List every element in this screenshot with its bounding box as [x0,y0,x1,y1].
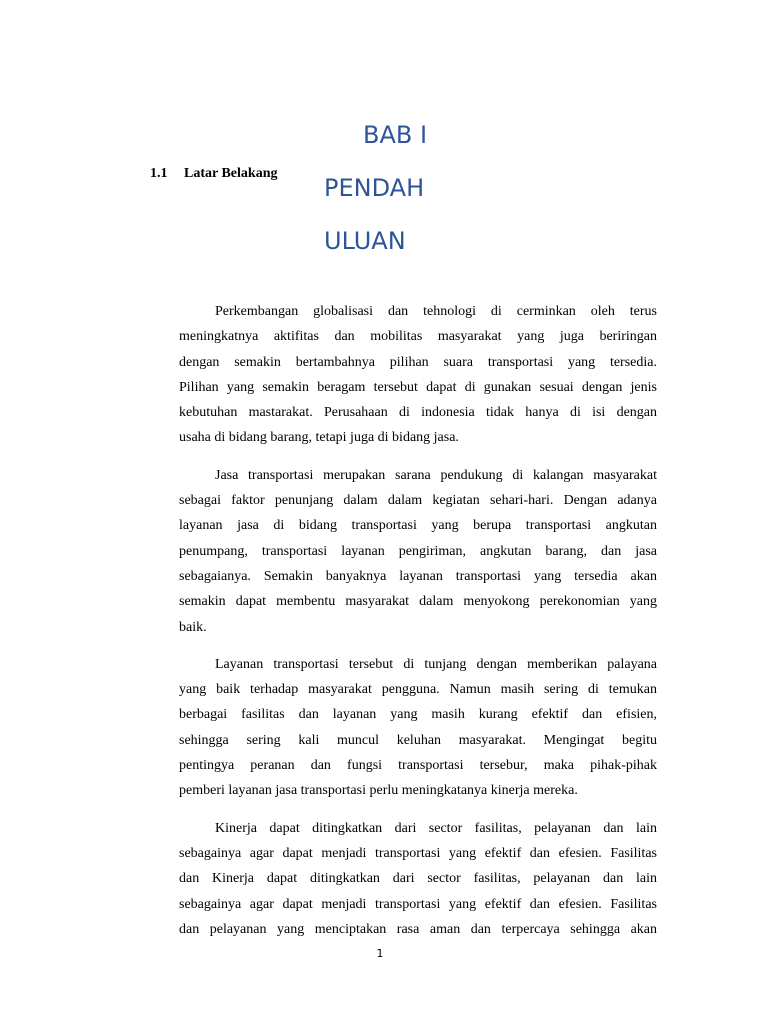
page-number: 1 [376,947,384,960]
body-text [179,299,657,954]
paragraph-line: berbagai fasilitas dan layanan yang masih kurang efektif dan efisien, [179,707,657,723]
paragraph-line: Pilihan yang semakin beragam tersebut dapat di gunakan sesuai dengan jenis [179,379,657,395]
paragraph-line: sehingga sering kali muncul keluhan masyarakat. Mengingat begitu [179,732,657,748]
section-title: Latar Belakang [184,166,278,181]
paragraph-line: penumpang, transportasi layanan pengiriman, angkutan barang, dan jasa [179,543,657,559]
paragraph [179,816,657,942]
paragraph-line: dan pelayanan yang menciptakan rasa aman dan terpercaya sehingga akan [179,921,657,937]
section-heading [150,166,277,182]
chapter-title-line-3: ULUAN [324,227,406,255]
paragraph-line: dengan semakin bertambahnya pilihan suara transportasi yang tersedia. [179,354,657,370]
chapter-title-line-1: BAB I [363,121,428,149]
paragraph-line: sebagaianya. Semakin banyaknya layanan transportasi yang tersedia akan [179,568,657,584]
paragraph-line: pemberi layanan jasa transportasi perlu meningkatanya kinerja mereka. [179,783,578,799]
paragraph-line: baik. [179,619,207,635]
paragraph-line: Perkembangan globalisasi dan tehnologi di cerminkan oleh terus [215,304,657,319]
paragraph-line: pentingya peranan dan fungsi transportasi tersebur, maka pihak-pihak [179,758,657,774]
paragraph-line: Layanan transportasi tersebut di tunjang dengan memberikan palayana [215,656,657,672]
paragraph-line: semakin dapat membentu masyarakat dalam menyokong perekonomian yang [179,594,657,610]
paragraph-line: dan Kinerja dapat ditingkatkan dari sector fasilitas, pelayanan dan lain [179,871,657,887]
paragraph-line: yang baik terhadap masyarakat pengguna. Namun masih sering di temukan [179,682,657,698]
section-number: 1.1 [150,166,168,181]
paragraph [179,299,657,451]
paragraph-line: kebutuhan mastarakat. Perusahaan di indonesia tidak hanya di isi dengan [179,405,657,421]
paragraph-line: sebagainya agar dapat menjadi transportasi yang efektif dan efesien. Fasilitas [179,896,657,912]
paragraph-line: meningkatnya aktifitas dan mobilitas masyarakat yang juga beriringan [179,329,657,345]
paragraph [179,463,657,640]
paragraph-line: Kinerja dapat ditingkatkan dari sector fasilitas, pelayanan dan lain [215,820,657,836]
paragraph-line: usaha di bidang barang, tetapi juga di bidang jasa. [179,430,459,446]
paragraph [179,652,657,804]
paragraph-line: sebagainya agar dapat menjadi transportasi yang efektif dan efesien. Fasilitas [179,845,657,861]
paragraph-line: layanan jasa di bidang transportasi yang berupa transportasi angkutan [179,518,657,534]
paragraph-line: Jasa transportasi merupakan sarana pendukung di kalangan masyarakat [215,467,657,483]
chapter-title-line-2: PENDAH [324,174,425,202]
paragraph-line: sebagai faktor penunjang dalam dalam kegiatan sehari-hari. Dengan adanya [179,493,657,509]
